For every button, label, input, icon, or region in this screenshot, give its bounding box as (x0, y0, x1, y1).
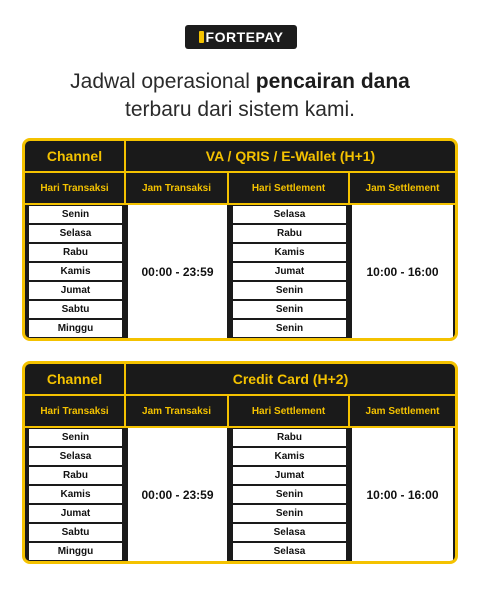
transaction-day-cell: Minggu (29, 543, 122, 560)
settlement-day-cell: Senin (233, 320, 346, 337)
transaction-day-cell: Senin (29, 206, 122, 223)
table-header-row (25, 141, 455, 173)
transaction-day-cell: Sabtu (29, 524, 122, 541)
channel-label: Channel (25, 364, 126, 396)
settlement-days-list (231, 428, 348, 561)
transaction-day-cell: Selasa (29, 225, 122, 242)
logo-mark-icon (199, 31, 204, 43)
transaction-day-cell: Rabu (29, 467, 122, 484)
settlement-day-cell: Jumat (233, 467, 346, 484)
settlement-days-list (231, 205, 348, 338)
settlement-day-cell: Senin (233, 486, 346, 503)
transaction-days-list (27, 205, 124, 338)
channel-name: VA / QRIS / E-Wallet (H+1) (126, 141, 455, 173)
channel-label: Channel (25, 141, 126, 173)
headline-prefix: Jadwal operasional (70, 70, 256, 93)
transaction-hours-cell: 00:00 - 23:59 (128, 205, 227, 338)
transaction-days-list (27, 428, 124, 561)
transaction-day-cell: Minggu (29, 320, 122, 337)
transaction-day-cell: Rabu (29, 244, 122, 261)
settlement-day-cell: Kamis (233, 448, 346, 465)
settlement-day-cell: Kamis (233, 244, 346, 261)
channel-name: Credit Card (H+2) (126, 364, 455, 396)
settlement-day-cell: Selasa (233, 524, 346, 541)
column-header-row (25, 396, 455, 428)
settlement-hours-cell: 10:00 - 16:00 (352, 205, 453, 338)
column-header: Hari Transaksi (25, 396, 126, 428)
settlement-hours-cell: 10:00 - 16:00 (352, 428, 453, 561)
transaction-day-cell: Jumat (29, 282, 122, 299)
column-header: Jam Transaksi (126, 396, 229, 428)
headline (0, 68, 480, 124)
settlement-day-cell: Rabu (233, 225, 346, 242)
column-header: Hari Settlement (229, 173, 350, 205)
headline-bold: pencairan dana (255, 70, 410, 93)
transaction-day-cell: Sabtu (29, 301, 122, 318)
transaction-day-cell: Selasa (29, 448, 122, 465)
headline-line2: terbaru dari sistem kami. (125, 98, 355, 121)
transaction-day-cell: Jumat (29, 505, 122, 522)
schedule-table-credit-card (22, 361, 458, 564)
logo-text: FORTEPAY (205, 29, 284, 45)
settlement-day-cell: Senin (233, 301, 346, 318)
table-body (25, 205, 455, 338)
fortepay-logo (185, 25, 297, 49)
settlement-day-cell: Selasa (233, 543, 346, 560)
table-header-row (25, 364, 455, 396)
column-header: Jam Settlement (350, 173, 455, 205)
column-header: Hari Settlement (229, 396, 350, 428)
settlement-day-cell: Senin (233, 505, 346, 522)
column-header: Hari Transaksi (25, 173, 126, 205)
settlement-day-cell: Rabu (233, 429, 346, 446)
transaction-hours-cell: 00:00 - 23:59 (128, 428, 227, 561)
settlement-day-cell: Senin (233, 282, 346, 299)
headline-line1 (0, 68, 480, 96)
column-header-row (25, 173, 455, 205)
transaction-day-cell: Kamis (29, 486, 122, 503)
column-header: Jam Settlement (350, 396, 455, 428)
column-header: Jam Transaksi (126, 173, 229, 205)
settlement-day-cell: Selasa (233, 206, 346, 223)
transaction-day-cell: Kamis (29, 263, 122, 280)
settlement-day-cell: Jumat (233, 263, 346, 280)
table-body (25, 428, 455, 561)
transaction-day-cell: Senin (29, 429, 122, 446)
schedule-table-va-qris-ewallet (22, 138, 458, 341)
